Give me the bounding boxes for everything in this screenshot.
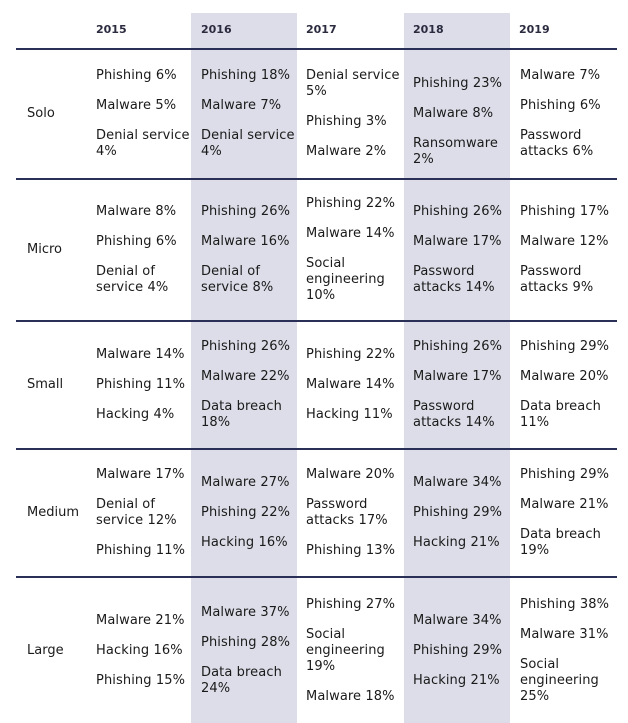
threat-item: Phishing 26% [201, 204, 291, 219]
threat-item: Hacking 21% [413, 673, 500, 688]
threat-item: Phishing 38% [520, 597, 610, 612]
threat-item: Phishing 17% [520, 204, 610, 219]
table-cell [520, 339, 620, 431]
threat-item: Password attacks 17% [306, 497, 388, 528]
threat-item: Malware 14% [306, 377, 395, 392]
threat-item: Phishing 6% [96, 234, 177, 249]
threat-item: Data breach 11% [520, 399, 601, 430]
row-label-micro: Micro [27, 242, 62, 257]
threat-item: Phishing 18% [201, 68, 291, 83]
threat-item: Denial service 4% [96, 128, 190, 159]
row-divider [16, 178, 617, 180]
table-cell [201, 475, 301, 551]
threat-item: Malware 37% [201, 605, 290, 620]
threat-item: Hacking 4% [96, 407, 175, 422]
threat-item: Data breach 18% [201, 399, 282, 430]
threat-item: Malware 7% [520, 68, 601, 83]
threat-item: Password attacks 14% [413, 399, 495, 430]
threat-item: Malware 22% [201, 369, 290, 384]
table-cell [96, 68, 196, 160]
table-cell [306, 68, 406, 160]
table-cell [201, 204, 301, 296]
threat-item: Phishing 29% [520, 467, 610, 482]
year-header-2019: 2019 [519, 23, 550, 36]
threat-item: Denial of service 12% [96, 497, 177, 528]
threat-item: Phishing 29% [413, 505, 503, 520]
table-cell [413, 204, 513, 296]
threat-item: Social engineering 19% [306, 627, 385, 674]
table-cell [520, 204, 620, 296]
threat-item: Phishing 22% [201, 505, 291, 520]
table-cell [306, 347, 406, 423]
threat-item: Hacking 11% [306, 407, 393, 422]
threat-item: Malware 34% [413, 613, 502, 628]
threat-item: Malware 2% [306, 144, 387, 159]
threat-item: Password attacks 14% [413, 264, 495, 295]
threat-item: Malware 8% [96, 204, 177, 219]
threat-item: Malware 31% [520, 627, 609, 642]
threat-item: Malware 17% [413, 234, 502, 249]
threat-item: Data breach 24% [201, 665, 282, 696]
year-header-2018: 2018 [413, 23, 444, 36]
row-divider [16, 320, 617, 322]
threat-item: Phishing 26% [413, 339, 503, 354]
threat-item: Malware 12% [520, 234, 609, 249]
threat-item: Malware 17% [413, 369, 502, 384]
threat-item: Phishing 6% [520, 98, 601, 113]
threat-item: Social engineering 25% [520, 657, 599, 704]
threat-item: Denial of service 8% [201, 264, 274, 295]
threat-item: Denial service 5% [306, 68, 400, 99]
threat-item: Phishing 15% [96, 673, 186, 688]
threat-item: Hacking 21% [413, 535, 500, 550]
row-label-large: Large [27, 642, 64, 658]
threat-item: Phishing 11% [96, 377, 186, 392]
threat-item: Malware 14% [306, 226, 395, 241]
row-label-medium: Medium [27, 505, 79, 520]
row-divider [16, 48, 617, 50]
row-label-solo: Solo [27, 106, 55, 121]
year-header-2015: 2015 [96, 23, 127, 36]
threat-item: Malware 34% [413, 475, 502, 490]
table-cell [413, 475, 513, 551]
threat-item: Data breach 19% [520, 527, 601, 558]
threat-item: Social engineering 10% [306, 256, 385, 303]
table-cell [201, 605, 301, 697]
year-header-2016: 2016 [201, 23, 232, 36]
threat-item: Hacking 16% [201, 535, 288, 550]
threat-item: Phishing 3% [306, 114, 387, 129]
threat-item: Phishing 26% [201, 339, 291, 354]
threat-item: Phishing 27% [306, 597, 396, 612]
table-cell [96, 467, 196, 559]
table-cell [201, 68, 301, 160]
table-cell [306, 597, 406, 705]
table-cell [96, 347, 196, 423]
threat-item: Password attacks 6% [520, 128, 594, 159]
threat-item: Phishing 29% [520, 339, 610, 354]
threat-item: Malware 14% [96, 347, 185, 362]
table-cell [520, 467, 620, 559]
threat-item: Malware 7% [201, 98, 282, 113]
threat-item: Malware 18% [306, 689, 395, 704]
threat-item: Phishing 11% [96, 543, 186, 558]
year-header-2017: 2017 [306, 23, 337, 36]
threat-item: Phishing 23% [413, 76, 503, 91]
table-cell [520, 597, 620, 705]
table-cell [201, 339, 301, 431]
threat-item: Phishing 13% [306, 543, 396, 558]
threat-item: Phishing 22% [306, 196, 396, 211]
threat-item: Malware 17% [96, 467, 185, 482]
table-cell [306, 467, 406, 559]
threat-item: Malware 20% [520, 369, 609, 384]
table-cell [96, 204, 196, 296]
threat-item: Phishing 22% [306, 347, 396, 362]
threat-item: Malware 21% [96, 613, 185, 628]
threat-item: Denial service 4% [201, 128, 295, 159]
table-cell [520, 68, 620, 160]
table-cell [413, 613, 513, 689]
threat-item: Password attacks 9% [520, 264, 594, 295]
threat-item: Malware 8% [413, 106, 494, 121]
table-cell [96, 613, 196, 689]
threat-item: Phishing 29% [413, 643, 503, 658]
row-divider [16, 576, 617, 578]
threat-item: Ransomware 2% [413, 136, 498, 167]
threat-item: Hacking 16% [96, 643, 183, 658]
table-cell [413, 76, 513, 168]
table-cell [413, 339, 513, 431]
threat-item: Phishing 28% [201, 635, 291, 650]
threat-item: Malware 5% [96, 98, 177, 113]
threat-item: Malware 27% [201, 475, 290, 490]
threat-item: Denial of service 4% [96, 264, 169, 295]
threat-item: Phishing 6% [96, 68, 177, 83]
row-label-small: Small [27, 377, 64, 392]
threat-item: Phishing 26% [413, 204, 503, 219]
threat-item: Malware 16% [201, 234, 290, 249]
table-cell [306, 196, 406, 304]
threat-item: Malware 20% [306, 467, 395, 482]
threat-item: Malware 21% [520, 497, 609, 512]
row-divider [16, 448, 617, 450]
